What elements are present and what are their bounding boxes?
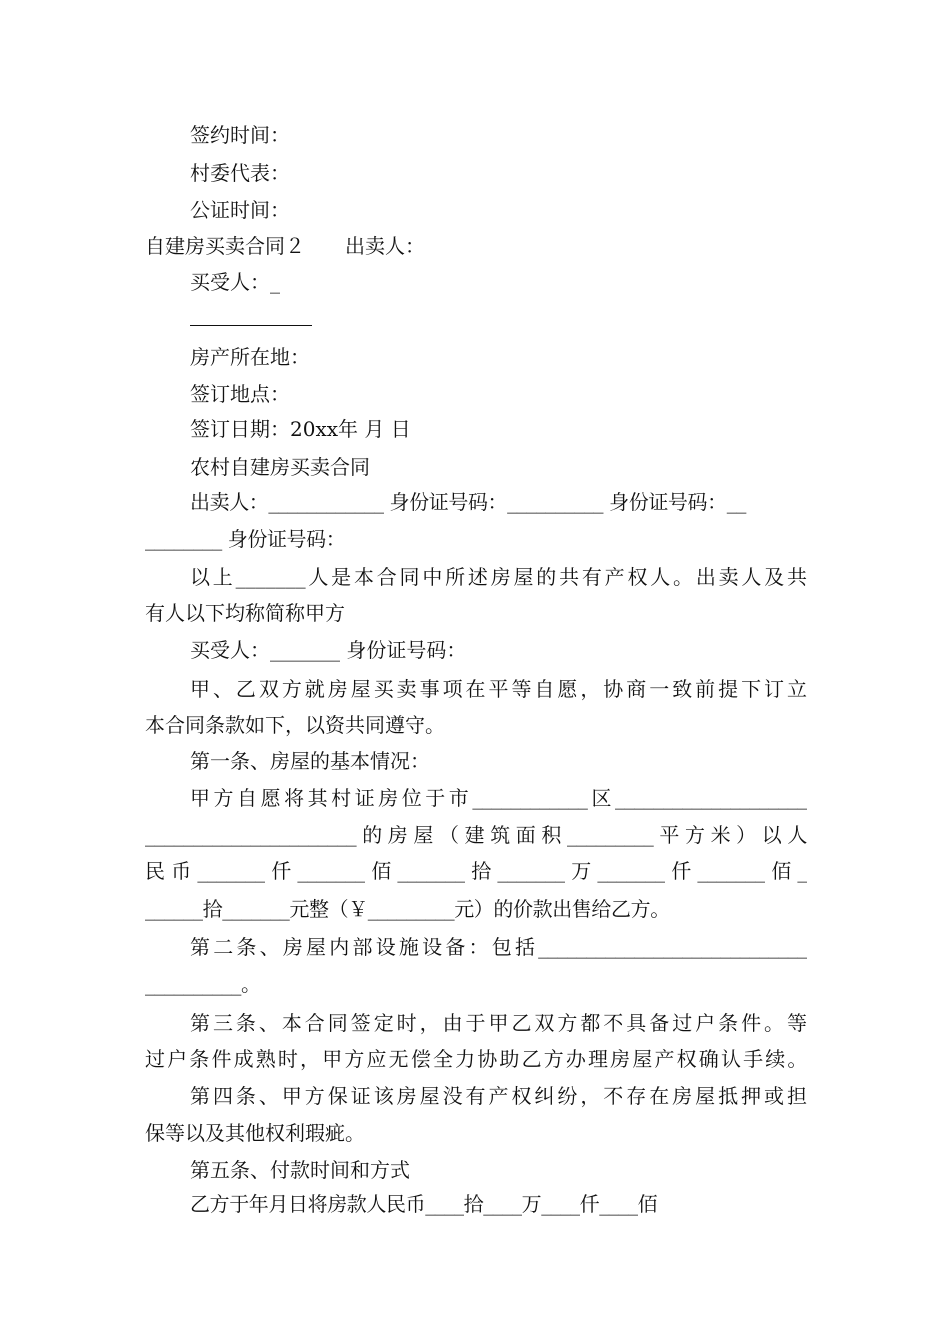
text-line: 村委代表：: [190, 161, 290, 185]
signature-blank-line: [190, 304, 807, 332]
article-heading: 第四条、甲方保证该房屋没有产权纠纷，不存在房屋抵押或担: [190, 1084, 807, 1108]
document-title: 农村自建房买卖合同: [190, 455, 370, 479]
article-heading: 第一条、房屋的基本情况：: [190, 749, 430, 773]
text-line: 甲方自愿将其村证房位于市____________区____________________: [190, 786, 807, 810]
article-heading: 第五条、付款时间和方式: [190, 1158, 410, 1182]
text-line: 民币_______仟_______佰_______拾_______万_______仟_______佰_: [145, 859, 807, 883]
text-line: 买受人：_: [190, 270, 280, 294]
text-line: 买受人：_______ 身份证号码：: [190, 638, 467, 662]
text-line: 自建房买卖合同２ 出卖人：: [145, 234, 425, 258]
text-line: 以上_______人是本合同中所述房屋的共有产权人。出卖人及共: [190, 565, 807, 589]
text-line: 有人以下均称简称甲方: [145, 601, 345, 625]
text-line: 签约时间：: [190, 123, 290, 147]
article-heading: 第三条、本合同签定时，由于甲乙双方都不具备过户条件。等: [190, 1011, 807, 1035]
text-line: 房产所在地：: [190, 345, 310, 369]
text-line: 乙方于年月日将房款人民币____拾____万____仟____佰: [190, 1192, 658, 1216]
text-line: ________ 身份证号码：: [145, 527, 346, 551]
text-line: ______________________的房屋（建筑面积_________平方米）以人: [145, 823, 807, 847]
blank-underline: [190, 306, 312, 326]
text-line: 公证时间：: [190, 198, 290, 222]
text-line: 出卖人：____________ 身份证号码：__________ 身份证号码：__: [190, 490, 746, 514]
text-line: 签订地点：: [190, 382, 290, 406]
text-line: __________。: [145, 972, 261, 996]
article-heading: 第二条、房屋内部设施设备：包括____________________________: [190, 935, 807, 959]
text-line: 保等以及其他权利瑕疵。: [145, 1121, 365, 1145]
text-line: 甲、乙双方就房屋买卖事项在平等自愿，协商一致前提下订立: [190, 677, 807, 701]
text-line: 过户条件成熟时，甲方应无偿全力协助乙方办理房屋产权确认手续。: [145, 1047, 807, 1071]
text-line: 本合同条款如下，以资共同遵守。: [145, 713, 445, 737]
text-line: ______拾_______元整（￥_________元）的价款出售给乙方。: [145, 897, 670, 921]
text-line: 签订日期：20xx年 月 日: [190, 417, 411, 441]
